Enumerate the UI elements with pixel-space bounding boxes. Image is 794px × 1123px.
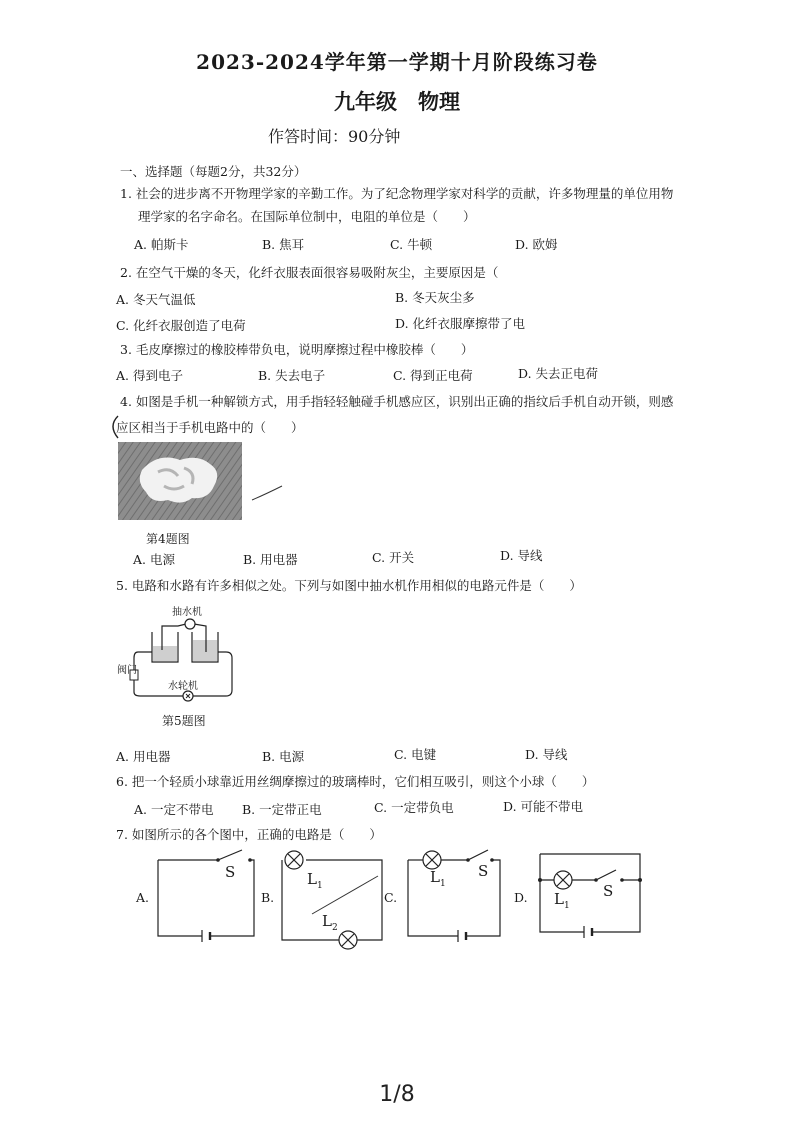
q2-stem: 2. 在空气干燥的冬天，化纤衣服表面很容易吸附灰尘，主要原因是（ (120, 265, 499, 280)
q1-option-d: D. 欧姆 (515, 237, 558, 252)
q4-option-a: A. 电源 (133, 552, 175, 567)
q1-stem-line2: 理学家的名字命名。在国际单位制中，电阻的单位是（ ） (138, 209, 476, 224)
q7-stem: 7. 如图所示的各个图中，正确的电路是（ ） (116, 827, 382, 842)
q5-option-d: D. 导线 (525, 747, 568, 762)
circuit-a-letter: A. (136, 890, 150, 905)
circuit-b-lamp2-label: $L_2$ (322, 912, 338, 933)
q1-stem-line1: 1. 社会的进步离不开物理学家的辛勤工作。为了纪念物理学家对科学的贡献，许多物理量的单位用物 (120, 186, 674, 201)
circuit-c (398, 846, 510, 944)
q2-option-b: B. 冬天灰尘多 (395, 290, 475, 305)
q2-option-c: C. 化纤衣服创造了电荷 (116, 318, 246, 333)
q4-option-d: D. 导线 (500, 548, 543, 563)
q1-option-b: B. 焦耳 (262, 237, 305, 252)
q5-stem: 5. 电路和水路有许多相似之处。下列与如图中抽水机作用相似的电路元件是（ ） (116, 578, 582, 593)
q4-figure-caption: 第4题图 (146, 532, 190, 546)
q2-option-d: D. 化纤衣服摩擦带了电 (395, 316, 526, 331)
q4-stem-line1: 4. 如图是手机一种解锁方式，用手指轻轻触碰手机感应区，识别出正确的指纹后手机自动开锁，则感 (120, 394, 674, 409)
q6-option-b: B. 一定带正电 (242, 802, 322, 817)
q6-option-c: C. 一定带负电 (374, 800, 454, 815)
q1-option-a: A. 帕斯卡 (134, 237, 189, 252)
q5-figure-caption: 第5题图 (162, 714, 206, 728)
circuit-a-switch-label: S (225, 863, 236, 881)
q4-option-b: B. 用电器 (243, 552, 298, 567)
exam-title: 2023-2024学年第一学期十月阶段练习卷 (196, 50, 598, 74)
q6-option-a: A. 一定不带电 (134, 802, 214, 817)
q5-option-c: C. 电键 (394, 747, 437, 762)
page-number: 1/8 (379, 1082, 415, 1107)
circuit-d-lamp-label: $L_1$ (554, 890, 570, 911)
fingerprint-sensor-image (118, 442, 242, 520)
q1-option-c: C. 牛顿 (390, 237, 433, 252)
q3-option-a: A. 得到电子 (116, 368, 183, 383)
q4-stem-line2: 应区相当于手机电路中的（ ） (116, 420, 304, 435)
q5-option-b: B. 电源 (262, 749, 305, 764)
turbine-label: 水轮机 (168, 681, 198, 692)
circuit-d (530, 850, 650, 940)
circuit-d-letter: D. (514, 890, 528, 905)
circuit-c-switch-label: S (478, 862, 489, 880)
handwritten-bracket-mark (104, 414, 124, 440)
q6-stem: 6. 把一个轻质小球靠近用丝绸摩擦过的玻璃棒时，它们相互吸引，则这个小球（ ） (116, 774, 595, 789)
exam-subtitle: 九年级 物理 (334, 89, 460, 114)
pump-label: 抽水机 (172, 607, 202, 618)
pen-mark (250, 484, 286, 504)
circuit-b (272, 848, 392, 948)
circuit-d-switch-label: S (603, 882, 614, 900)
circuit-b-letter: B. (261, 890, 275, 905)
q3-option-d: D. 失去正电荷 (518, 366, 599, 381)
section-heading: 一、选择题（每题2分，共32分） (120, 164, 307, 179)
q3-option-c: C. 得到正电荷 (393, 368, 473, 383)
circuit-c-letter: C. (384, 890, 398, 905)
q4-option-c: C. 开关 (372, 550, 415, 565)
q6-option-d: D. 可能不带电 (503, 799, 584, 814)
circuit-a (150, 848, 260, 944)
q5-option-a: A. 用电器 (116, 749, 171, 764)
valve-label: 阀门 (117, 665, 137, 676)
q3-option-b: B. 失去电子 (258, 368, 326, 383)
circuit-b-lamp1-label: $L_1$ (307, 870, 323, 891)
exam-time: 作答时间：90分钟 (268, 127, 401, 146)
circuit-c-lamp-label: $L_1$ (430, 868, 446, 889)
q3-stem: 3. 毛皮摩擦过的橡胶棒带负电，说明摩擦过程中橡胶棒（ ） (120, 342, 474, 357)
q2-option-a: A. 冬天气温低 (116, 292, 196, 307)
